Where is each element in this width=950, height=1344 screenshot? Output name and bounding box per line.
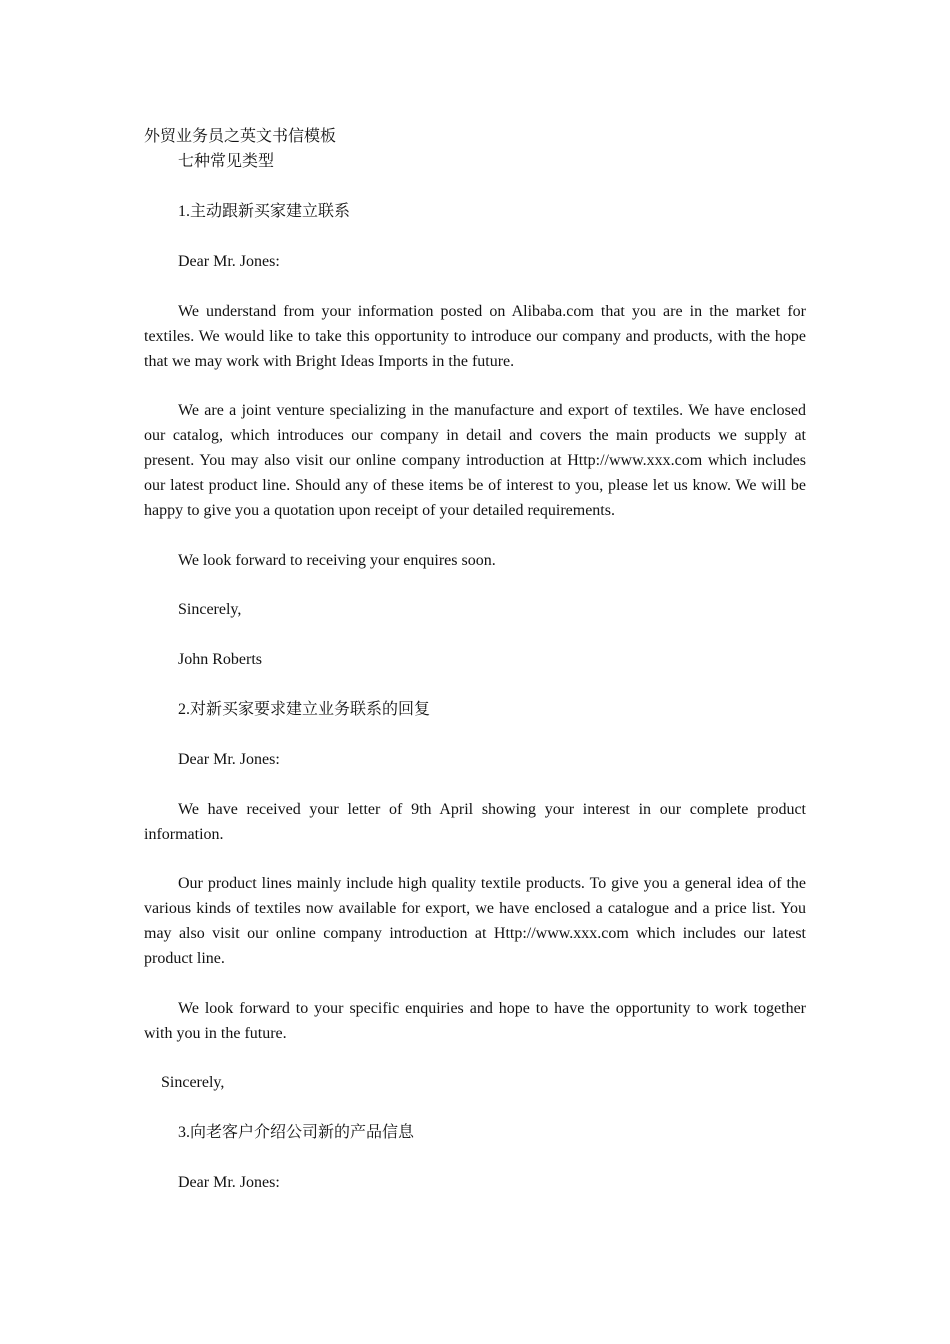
letter-paragraph: We have received your letter of 9th April showing your interest in our complete product information. (144, 801, 806, 843)
letter-paragraph: Our product lines mainly include high quality textile products. To give you a general idea of the various kinds of textiles now available for export, we have enclosed a catalogue and a price list. You may also visit our online company introduction at Http://www.xxx.com which includes our latest product line. (144, 875, 806, 967)
salutation: Dear Mr. Jones: (178, 751, 280, 768)
document-title: 外贸业务员之英文书信模板 (144, 128, 337, 145)
letter-paragraph: We look forward to your specific enquiries and hope to have the opportunity to work together with you in the future. (144, 1000, 806, 1042)
document-subtitle: 七种常见类型 (178, 153, 275, 170)
letter-paragraph: We are a joint venture specializing in the manufacture and export of textiles. We have enclosed our catalog, which introduces our company in detail and covers the main products we supply at present. You may also visit our online company introduction at Http://www.xxx.com which includes our latest product line. Should any of these items be of interest to you, please let us know. We will be happy to give you a quotation upon receipt of your detailed requirements. (144, 402, 806, 519)
letter-paragraph: We understand from your information posted on Alibaba.com that you are in the market for textiles. We would like to take this opportunity to introduce our company and products, with the hope that we may work with Bright Ideas Imports in the future. (144, 303, 806, 370)
closing: Sincerely, (178, 601, 242, 618)
salutation: Dear Mr. Jones: (178, 1174, 280, 1191)
salutation: Dear Mr. Jones: (178, 253, 280, 270)
closing: Sincerely, (161, 1074, 225, 1091)
letter-paragraph: We look forward to receiving your enquires soon. (178, 552, 496, 569)
section-heading: 3.向老客户介绍公司新的产品信息 (178, 1124, 415, 1141)
section-heading: 2.对新买家要求建立业务联系的回复 (178, 701, 431, 718)
section-heading: 1.主动跟新买家建立联系 (178, 203, 351, 220)
signature: John Roberts (178, 651, 262, 668)
